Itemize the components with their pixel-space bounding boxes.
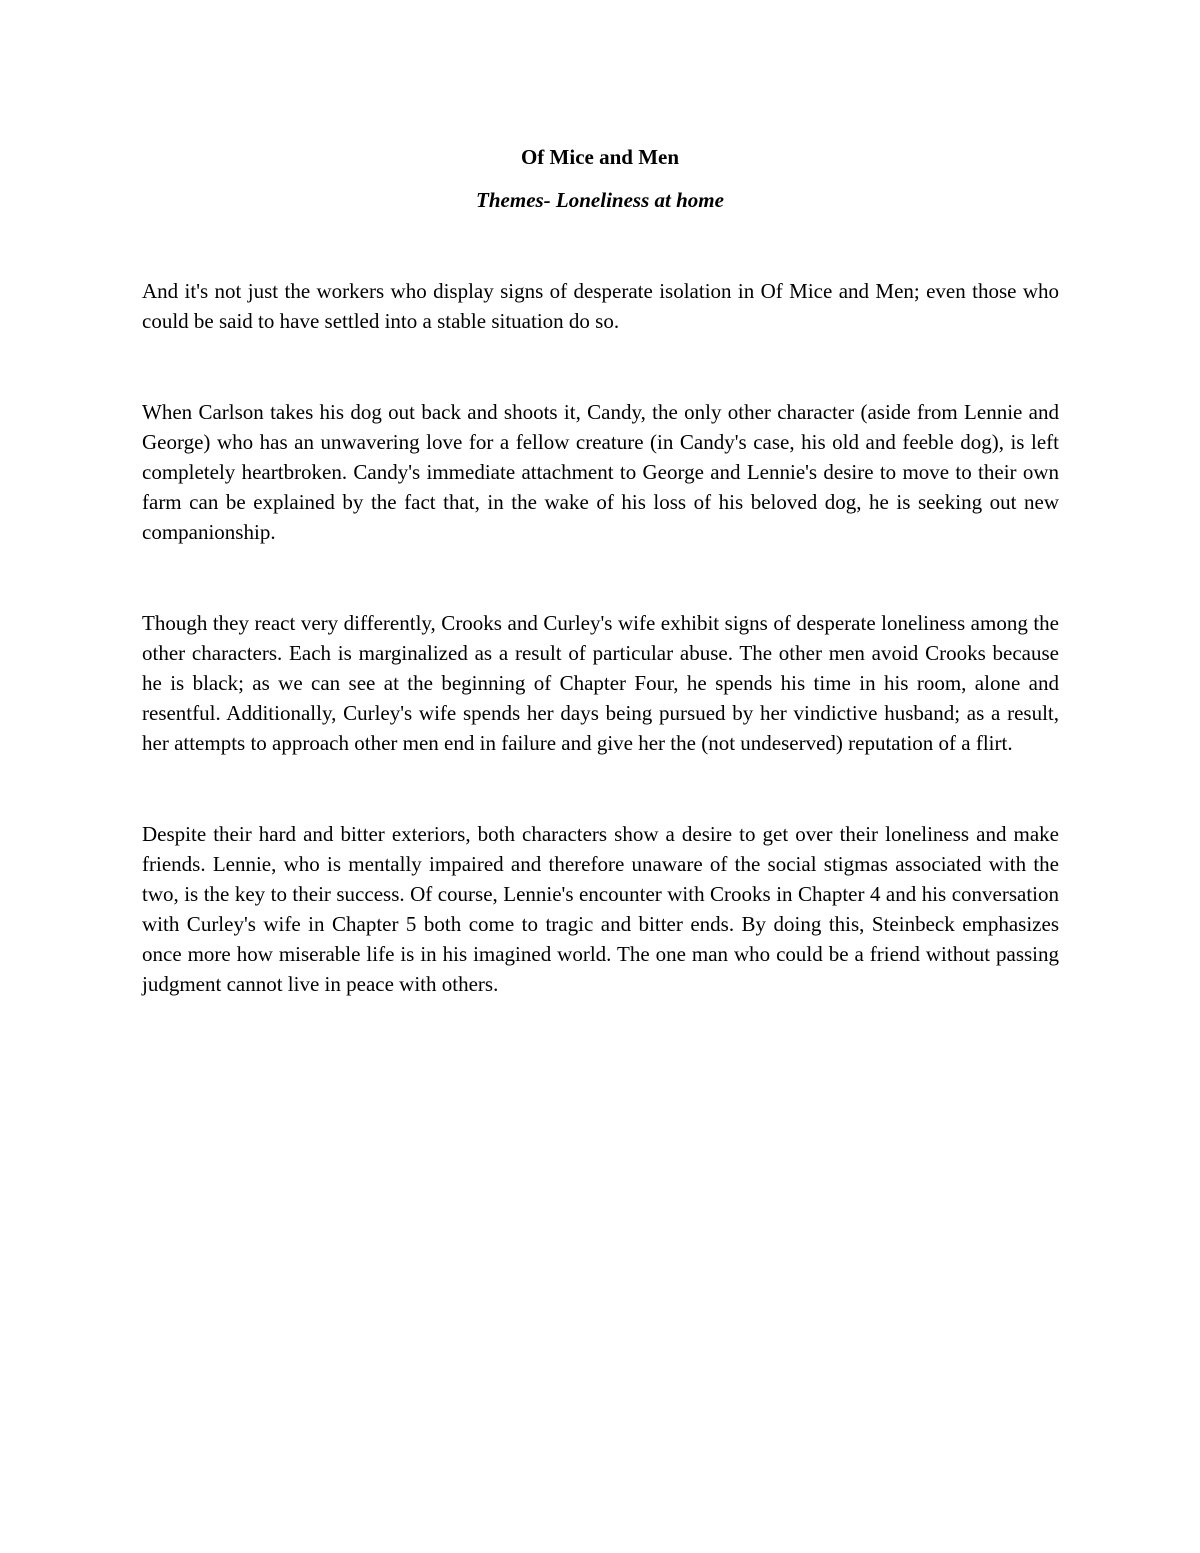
paragraph-crooks-curleys-wife: Though they react very differently, Crooks and Curley's wife exhibit signs of desperate loneliness among the other characters. Each is marginalized as a result of particular abuse. The other men avoid Crooks because he is black; as we can see at the beginning of Chapter Four, he spends his time in his room, alone and resentful. Additionally, Curley's wife spends her days being pursued by her vindictive husband; as a result, her attempts to approach other men end in failure and give her the (not undeserved) reputation of a flirt. [142,611,1059,755]
paragraph-candy: When Carlson takes his dog out back and shoots it, Candy, the only other character (aside from Lennie and George) who has an unwavering love for a fellow creature (in Candy's case, his old and feeble dog), is left completely heartbroken. Candy's immediate attachment to George and Lennie's desire to move to their own farm can be explained by the fact that, in the wake of his loss of his beloved dog, he is seeking out new companionship. [142,400,1059,544]
paragraph-intro: And it's not just the workers who display signs of desperate isolation in Of Mice and Men; even those who could be said to have settled into a stable situation do so. [142,279,1059,333]
document-subtitle: Themes- Loneliness at home [476,188,724,212]
document-title: Of Mice and Men [520,145,680,169]
document-body [142,276,1059,1060]
paragraph-lennie-friendship: Despite their hard and bitter exteriors, both characters show a desire to get over their loneliness and make friends. Lennie, who is mentally impaired and therefore unaware of the social stigmas associated with the two, is the key to their success. Of course, Lennie's encounter with Crooks in Chapter 4 and his conversation with Curley's wife in Chapter 5 both come to tragic and bitter ends. By doing this, Steinbeck emphasizes once more how miserable life is in his imagined world. The one man who could be a friend without passing judgment cannot live in peace with others. [142,822,1059,996]
